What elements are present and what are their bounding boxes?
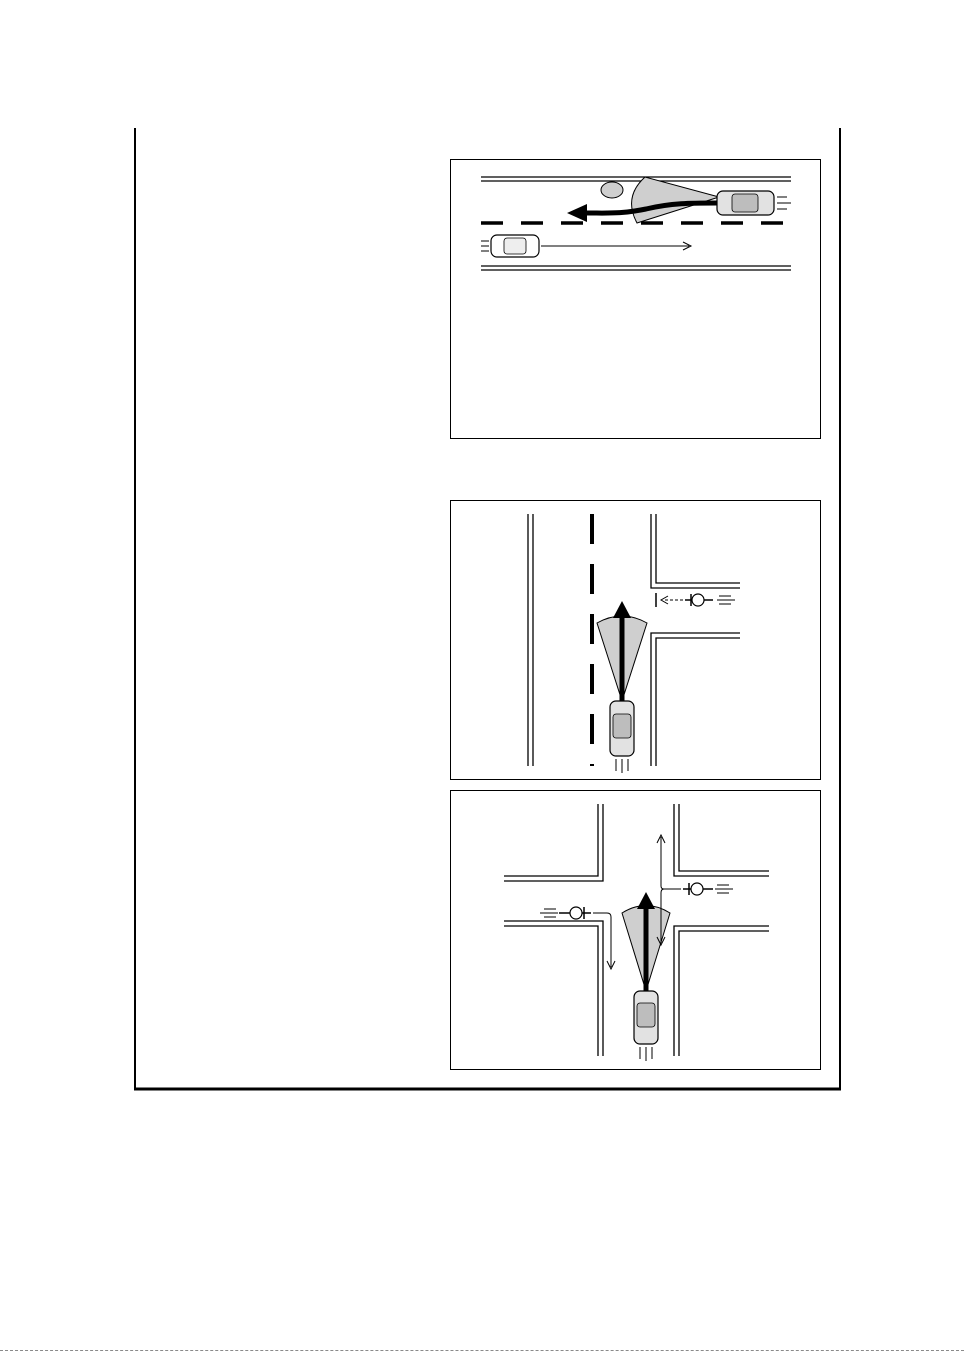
- travel-arrowhead-icon: [613, 601, 631, 618]
- road-corner-bottom-right-inner: [679, 931, 769, 1056]
- motorcycle-left-icon: [540, 907, 591, 919]
- road-corner-top-right: [674, 804, 769, 876]
- other-car-icon: [481, 235, 539, 257]
- road-corner-top-left-inner: [504, 804, 603, 881]
- road-right-edge-bottom: [651, 633, 740, 766]
- figure-t-junction: [450, 500, 821, 780]
- own-car-icon: [634, 991, 658, 1061]
- own-car-icon: [610, 701, 634, 773]
- figure-crossroads: [450, 790, 821, 1070]
- road-right-edge-bottom-inner: [656, 638, 740, 766]
- road-corner-bottom-left-inner: [504, 921, 603, 1056]
- road-right-edge-top-inner: [656, 514, 740, 583]
- road-corner-top-left: [504, 804, 598, 876]
- travel-arrowhead-icon: [637, 892, 655, 909]
- crossroads-illustration: [451, 791, 820, 1069]
- page-bottom-edge: [0, 1350, 964, 1351]
- motorcycle-right-icon: [683, 883, 733, 895]
- obstacle-icon: [601, 182, 623, 198]
- road-corner-bottom-right: [674, 926, 769, 1056]
- road-right-edge-top: [651, 514, 740, 588]
- sensor-area: [632, 177, 719, 223]
- own-car-icon: [717, 191, 791, 215]
- lane-change-illustration: [451, 160, 820, 438]
- figure-lane-change: [450, 159, 821, 439]
- path-arrowhead-icon: [567, 204, 587, 222]
- motorcycle-right-path: [661, 837, 681, 889]
- motorcycle-icon: [685, 594, 735, 606]
- road-corner-bottom-left: [504, 926, 598, 1056]
- road-corner-top-right-inner: [679, 804, 769, 871]
- t-junction-illustration: [451, 501, 820, 779]
